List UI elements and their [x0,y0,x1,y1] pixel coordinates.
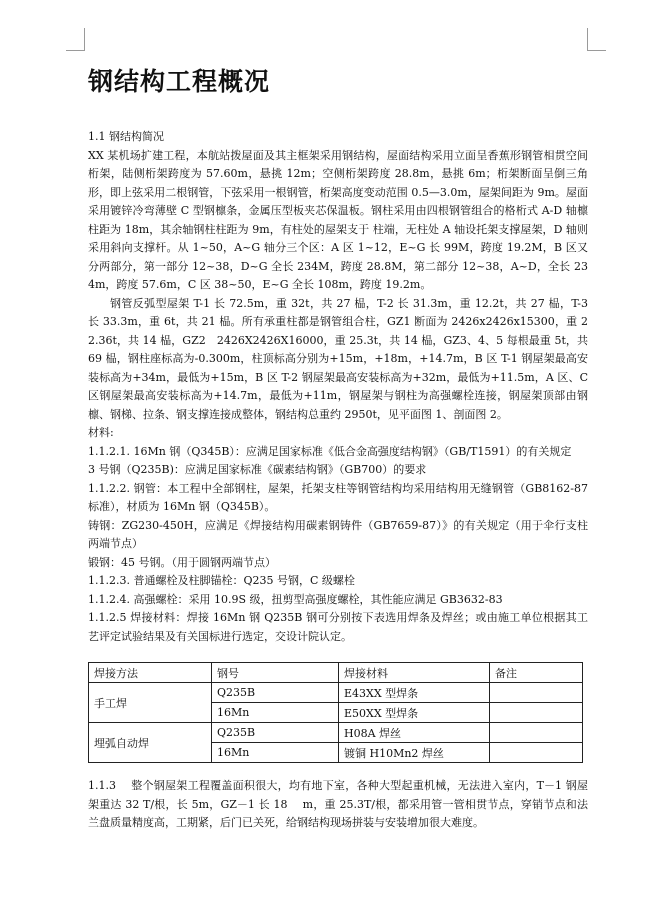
table-cell [490,703,583,723]
table-cell: 16Mn [212,703,339,723]
table-header-cell: 钢号 [212,663,339,683]
table-row [89,683,583,703]
truss-paragraph: 钢管反弧型屋架 T-1 长 72.5m，重 32t，共 27 榀，T-2 长 31.3m，重 12.2t，共 27 榀，T-3 长 33.3m，重 6t，共 21 榀。所有承重柱都是钢管组合柱，GZ1 断面为 2426x2426x15300，重 22.36t，共 14 榀，GZ2 2426X2426X16000，重 25.3t，共 14 榀，GZ3、4、5 每根最重 5t，共 69 榀，钢柱座标高为-0.300m，柱顶标高分别为+15m，+18m，+14.7m，B 区 T-1 钢屋架最高安装标高为+34m，最低为+15m，B 区 T-2 钢屋架最高安装标高为+32m，最低为+11.5m，A 区、C 区钢屋架最高安装标高为+14.7m，最低为+11m，钢屋架与钢柱为高强螺栓连接，钢屋架顶部由钢檩、钢梯、拉条、钢支撑连接成整体，钢结构总重约 2950t，见平面图 1、剖面图 2。 [88,296,588,421]
material-item: 铸钢：ZG230-450H，应满足《焊接结构用碳素钢铸件（GB7659-87）》的有关规定（用于伞行支柱两端节点） [88,518,588,550]
document-body [88,62,588,833]
table-row [89,723,583,743]
material-item: 1.1.2.2. 钢管：本工程中全部钢柱，屋架，托架支柱等钢管结构均采用结构用无缝钢管（GB8162-87 标准），材质为 16Mn 钢（Q345B）。 [88,481,588,513]
table-cell: 埋弧自动焊 [89,723,212,763]
overview-paragraph: XX 某机场扩建工程，本航站拨屋面及其主框架采用钢结构，屋面结构采用立面呈香蕉形钢管相贯空间桁架，陆侧桁架跨度为 57.60m，悬挑 12m；空侧桁架跨度 28.8m，悬挑 6m；桁架断面呈倒三角形，即上弦采用二根钢管，下弦采用一根钢管，桁架高度变动范围 0.5—3.0m，屋架间距为 9m。屋面采用镀锌冷弯薄壁 C 型钢檩条，金属压型板夹芯保温板。钢柱采用由四根钢管组合的格桁式 A-D 轴檩柱距为 18m，其余轴钢柱柱距为 9m，有柱处的屋架支于 柱端，无柱处 A 轴设托架支撑屋架，D 轴则采用斜向支撑杆。从 1~50，A~G 轴分三个区：A 区 1~12，E~G 长 99M，跨度 19.2M，B 区又分两部分，第一部分 12~38，D~G 全长 234M，跨度 28.8M，第二部分 12~38，A~D，全长 234m，跨度 57.6m，C 区 38~50，E~G 全长 108m，跨度 19.2m。 [88,148,588,291]
material-item: 锻钢：45 号钢。（用于圆钢两端节点） [88,555,276,569]
table-header-cell: 焊接方法 [89,663,212,683]
table-cell: Q235B [212,683,339,703]
table-cell: 手工焊 [89,683,212,723]
table-cell: Q235B [212,723,339,743]
table-cell: E50XX 型焊条 [339,703,490,723]
welding-material-table [88,662,583,763]
table-cell: 镀铜 H10Mn2 焊丝 [339,743,490,763]
table-cell: 16Mn [212,743,339,763]
construction-difficulty-paragraph: 1.1.3 整个钢屋架工程覆盖面积很大，均有地下室，各种大型起重机械，无法进入室内，T－1 钢屋架重达 32 T/根，长 5m，GZ－1 长 18 m，重 25.3T/根，都采用管一管相贯节点，穿销节点和法兰盘质量精度高，工期紧，后门已关死，给钢结构现场拼装与安装增加很大难度。 [88,779,588,829]
table-cell [490,683,583,703]
material-item: 1.1.2.1. 16Mn 钢（Q345B）：应满足国家标准《低合金高强度结构钢》（GB/T1591）的有关规定 [88,444,572,458]
material-item: 1.1.2.4. 高强螺栓：采用 10.9S 级，扭剪型高强度螺栓，其性能应满足 GB3632-83 [88,592,503,606]
section-heading: 1.1 钢结构简况 [88,130,164,143]
material-item: 1.1.2.3. 普通螺栓及柱脚锚栓：Q235 号钢，C 级螺栓 [88,574,355,587]
table-cell [490,723,583,743]
crop-mark-top-right [587,28,606,51]
table-header-row [89,663,583,683]
table-header-cell: 备注 [490,663,583,683]
material-item: 3 号钢（Q235B)：应满足国家标准《碳素结构钢》（GB700）的要求 [88,463,427,476]
table-cell [490,743,583,763]
material-item: 1.1.2.5 焊接材料：焊接 16Mn 钢 Q235B 钢可分别按下表选用焊条及焊丝；或由施工单位根据其工艺评定试验结果及有关国标进行选定，交设计院认定。 [88,611,588,643]
table-cell: E43XX 型焊条 [339,683,490,703]
table-header-cell: 焊接材料 [339,663,490,683]
crop-mark-top-left [66,28,85,51]
table-cell: H08A 焊丝 [339,723,490,743]
document-title: 钢结构工程概况 [88,67,271,96]
materials-heading: 材料: [88,426,114,439]
